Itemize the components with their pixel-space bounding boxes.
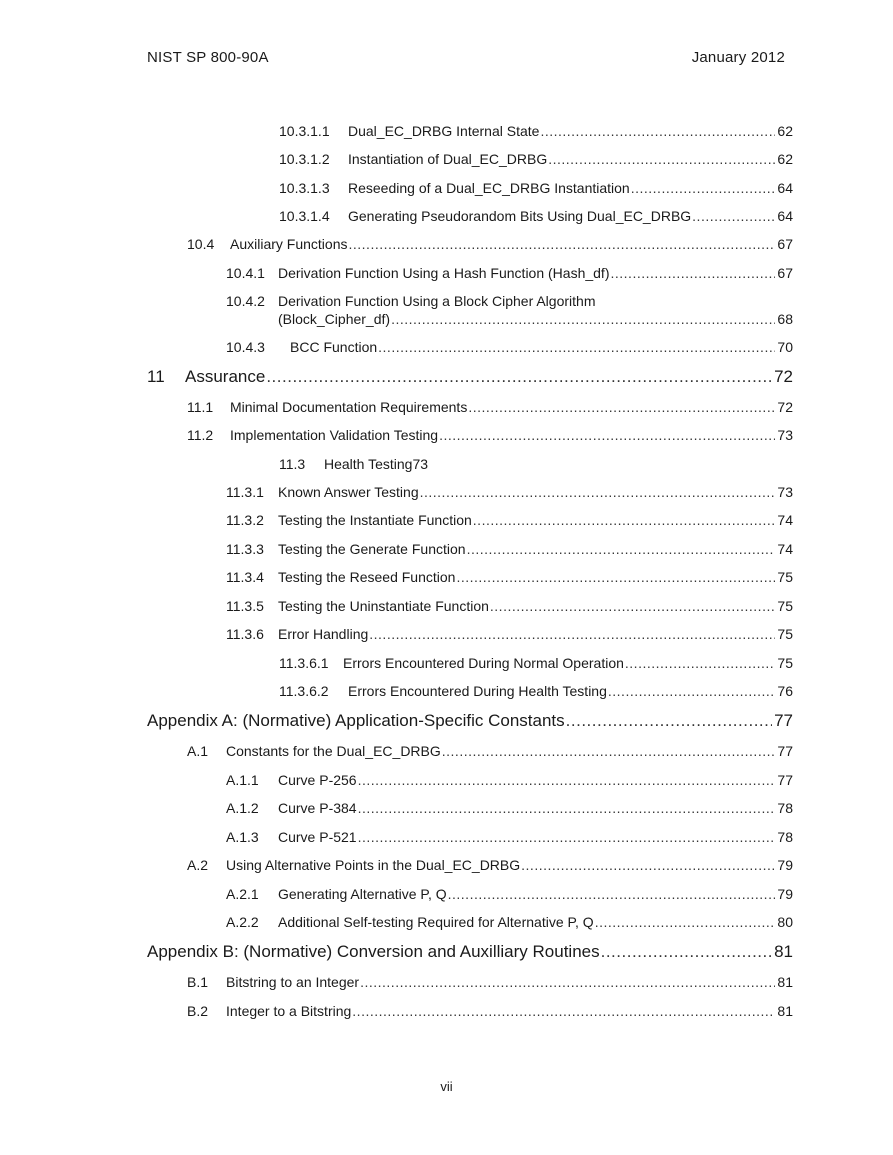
toc-entry-title: Generating Alternative P, Q <box>278 886 447 902</box>
toc-leader-dots <box>467 540 776 558</box>
toc-leader-dots <box>442 742 776 760</box>
toc-entry-number: A.2.2 <box>226 914 259 930</box>
toc-entry-title: Curve P-256 <box>278 772 357 788</box>
toc-entry-title: Using Alternative Points in the Dual_EC_DRBG <box>226 857 521 873</box>
toc-entry-title: Health Testing <box>324 456 413 472</box>
toc-entry-page: 64 <box>777 208 793 224</box>
toc-entry-title: Appendix A: (Normative) Application-Specific Constants <box>147 711 565 730</box>
toc-leader-dots <box>349 235 776 253</box>
toc-entry-page: 72 <box>777 399 793 415</box>
toc-entry-title: Known Answer Testing <box>278 484 419 500</box>
toc-entry-title: Auxiliary Functions <box>230 236 348 252</box>
toc-entry-page: 64 <box>777 180 793 196</box>
toc-entry[interactable] <box>279 455 793 473</box>
toc-entry-page: 77 <box>777 772 793 788</box>
toc-entry-title: Additional Self-testing Required for Alternative P, Q <box>278 914 594 930</box>
toc-entry-title: BCC Function <box>290 339 378 355</box>
toc-entry-title: Curve P-384 <box>278 800 357 816</box>
toc-entry[interactable] <box>226 338 793 356</box>
toc-leader-dots <box>566 710 772 732</box>
toc-entry-page: 76 <box>777 683 793 699</box>
toc-leader-dots <box>369 625 775 643</box>
toc-entry-number: 11.3.3 <box>226 541 264 557</box>
toc-entry-title: Generating Pseudorandom Bits Using Dual_EC_DRBG <box>348 208 692 224</box>
toc-leader-dots <box>358 828 776 846</box>
toc-entry[interactable] <box>187 856 793 874</box>
toc-chapter-entry[interactable] <box>147 366 793 388</box>
toc-leader-dots <box>358 771 776 789</box>
toc-entry-number: 11.3.5 <box>226 598 264 614</box>
toc-entry-title: Appendix B: (Normative) Conversion and Auxilliary Routines <box>147 942 600 961</box>
toc-leader-dots <box>266 366 772 388</box>
toc-entry-page: 75 <box>777 626 793 642</box>
toc-entry-page: 67 <box>777 265 793 281</box>
toc-entry-title-continued: (Block_Cipher_df) <box>278 311 391 327</box>
toc-entry-page: 79 <box>777 886 793 902</box>
toc-entry[interactable] <box>187 973 793 991</box>
toc-entry-number: 10.3.1.4 <box>279 208 330 224</box>
toc-leader-dots <box>548 150 775 168</box>
toc-entry-title: Minimal Documentation Requirements <box>230 399 468 415</box>
toc-entry[interactable] <box>226 885 793 903</box>
toc-entry[interactable] <box>279 122 793 140</box>
toc-entry-number: 11.3.6.1 <box>279 655 329 671</box>
toc-entry[interactable] <box>187 742 793 760</box>
toc-entry-title: Derivation Function Using a Block Cipher Algorithm <box>278 293 596 309</box>
toc-entry-number: A.2.1 <box>226 886 259 902</box>
document-date: January 2012 <box>691 49 785 66</box>
toc-leader-dots <box>352 1002 775 1020</box>
toc-entry-page: 62 <box>777 151 793 167</box>
toc-leader-dots <box>358 799 776 817</box>
toc-entry-number: 10.3.1.2 <box>279 151 330 167</box>
toc-entry-number: 10.4.3 <box>226 339 265 355</box>
toc-entry-number: 11.3.2 <box>226 512 264 528</box>
toc-entry-title: Curve P-521 <box>278 829 357 845</box>
toc-entry[interactable] <box>226 264 793 282</box>
toc-entry-title: Testing the Generate Function <box>278 541 466 557</box>
toc-entry-page: 77 <box>777 743 793 759</box>
toc-leader-dots <box>608 682 776 700</box>
toc-entry-page: 75 <box>777 655 793 671</box>
toc-entry-page: 78 <box>777 800 793 816</box>
toc-entry-title: Bitstring to an Integer <box>226 974 360 990</box>
toc-entry[interactable] <box>279 150 793 168</box>
toc-leader-dots <box>631 179 776 197</box>
toc-entry-number: A.2 <box>187 857 209 873</box>
toc-entry-title: Instantiation of Dual_EC_DRBG <box>348 151 548 167</box>
toc-entry-page: 74 <box>777 512 793 528</box>
toc-leader-dots <box>391 310 775 328</box>
toc-leader-dots <box>540 122 775 140</box>
toc-entry[interactable] <box>279 179 793 197</box>
toc-entry-number: 10.4.2 <box>226 293 265 309</box>
toc-entry-page: 78 <box>777 829 793 845</box>
toc-entry-page: 81 <box>777 1003 793 1019</box>
toc-entry-title: Testing the Uninstantiate Function <box>278 598 489 614</box>
toc-entry[interactable] <box>187 398 793 416</box>
toc-entry-number: 11.3.6 <box>226 626 264 642</box>
toc-leader-dots <box>456 568 775 586</box>
toc-entry-page: 67 <box>777 236 793 252</box>
toc-entry-title: Assurance <box>185 367 266 386</box>
toc-entry[interactable] <box>226 913 793 931</box>
toc-leader-dots <box>595 913 776 931</box>
toc-entry-title: Errors Encountered During Health Testing <box>348 683 607 699</box>
toc-entry-page: 75 <box>777 598 793 614</box>
toc-entry-number: A.1.3 <box>226 829 259 845</box>
toc-leader-dots <box>360 973 775 991</box>
page-number: vii <box>440 1079 453 1094</box>
toc-entry-page: 75 <box>777 569 793 585</box>
toc-entry-page: 81 <box>777 974 793 990</box>
toc-entry[interactable] <box>226 540 793 558</box>
toc-leader-dots <box>521 856 775 874</box>
toc-entry-title: Error Handling <box>278 626 369 642</box>
toc-entry-title: Testing the Reseed Function <box>278 569 456 585</box>
toc-entry-number: 11.3.1 <box>226 484 264 500</box>
toc-entry-number: 11.2 <box>187 427 214 443</box>
toc-entry-number: B.1 <box>187 974 209 990</box>
toc-entry-number: 10.4.1 <box>226 265 265 281</box>
toc-leader-dots <box>692 207 775 225</box>
toc-entry-title: Dual_EC_DRBG Internal State <box>348 123 540 139</box>
toc-entry[interactable] <box>226 771 793 789</box>
toc-entry-number: 11 <box>147 367 165 386</box>
toc-entry[interactable] <box>226 597 793 615</box>
toc-entry[interactable] <box>226 625 793 643</box>
toc-entry-title: Errors Encountered During Normal Operation <box>343 655 624 671</box>
toc-entry-page: 81 <box>774 942 793 961</box>
toc-leader-dots <box>625 654 776 672</box>
toc-entry-page: 62 <box>777 123 793 139</box>
toc-entry-number: A.1.1 <box>226 772 259 788</box>
toc-leader-dots <box>473 511 776 529</box>
toc-entry-number: 10.4 <box>187 236 215 252</box>
toc-entry[interactable] <box>226 828 793 846</box>
toc-entry[interactable] <box>187 235 793 253</box>
toc-entry-title: Testing the Instantiate Function <box>278 512 472 528</box>
toc-appendix-entry[interactable] <box>147 710 793 732</box>
toc-entry[interactable] <box>187 426 793 444</box>
toc-entry-title: Derivation Function Using a Hash Function (Hash_df) <box>278 265 610 281</box>
toc-entry[interactable] <box>226 292 793 328</box>
toc-entry[interactable] <box>279 207 793 225</box>
toc-leader-dots <box>468 398 775 416</box>
toc-entry[interactable] <box>226 511 793 529</box>
toc-leader-dots <box>601 941 772 963</box>
toc-entry-number: 11.1 <box>187 399 214 415</box>
toc-entry-page: 70 <box>777 339 793 355</box>
document-id: NIST SP 800-90A <box>147 49 269 66</box>
toc-entry-number: B.2 <box>187 1003 209 1019</box>
toc-entry-page: 68 <box>777 311 793 327</box>
toc-leader-dots <box>378 338 775 356</box>
toc-entry-page: 73 <box>777 427 793 443</box>
toc-entry-number: 11.3.6.2 <box>279 683 329 699</box>
toc-entry-number: 10.3.1.3 <box>279 180 330 196</box>
toc-entry-title: Constants for the Dual_EC_DRBG <box>226 743 441 759</box>
toc-leader-dots <box>448 885 776 903</box>
toc-entry[interactable] <box>279 682 793 700</box>
toc-entry-page: 73 <box>412 456 429 472</box>
toc-entry[interactable] <box>279 654 793 672</box>
toc-entry-number: A.1.2 <box>226 800 259 816</box>
toc-entry-page: 79 <box>777 857 793 873</box>
toc-entry[interactable] <box>187 1002 793 1020</box>
toc-entry-page: 72 <box>774 367 793 386</box>
toc-entry[interactable] <box>226 568 793 586</box>
toc-entry-page: 80 <box>777 914 793 930</box>
toc-entry-number: 10.3.1.1 <box>279 123 330 139</box>
toc-entry-number: 11.3 <box>279 456 306 472</box>
toc-leader-dots <box>420 483 776 501</box>
toc-entry-page: 77 <box>774 711 793 730</box>
toc-entry-title: Reseeding of a Dual_EC_DRBG Instantiation <box>348 180 630 196</box>
toc-leader-dots <box>439 426 775 444</box>
toc-entry-page: 74 <box>777 541 793 557</box>
toc-entry-number: 11.3.4 <box>226 569 264 585</box>
toc-entry-number: A.1 <box>187 743 209 759</box>
toc-leader-dots <box>611 264 776 282</box>
toc-entry-title: Implementation Validation Testing <box>230 427 439 443</box>
toc-leader-dots <box>490 597 776 615</box>
toc-entry-title: Integer to a Bitstring <box>226 1003 352 1019</box>
toc-appendix-entry[interactable] <box>147 941 793 963</box>
toc-entry-page: 73 <box>777 484 793 500</box>
toc-entry[interactable] <box>226 483 793 501</box>
toc-entry[interactable] <box>226 799 793 817</box>
